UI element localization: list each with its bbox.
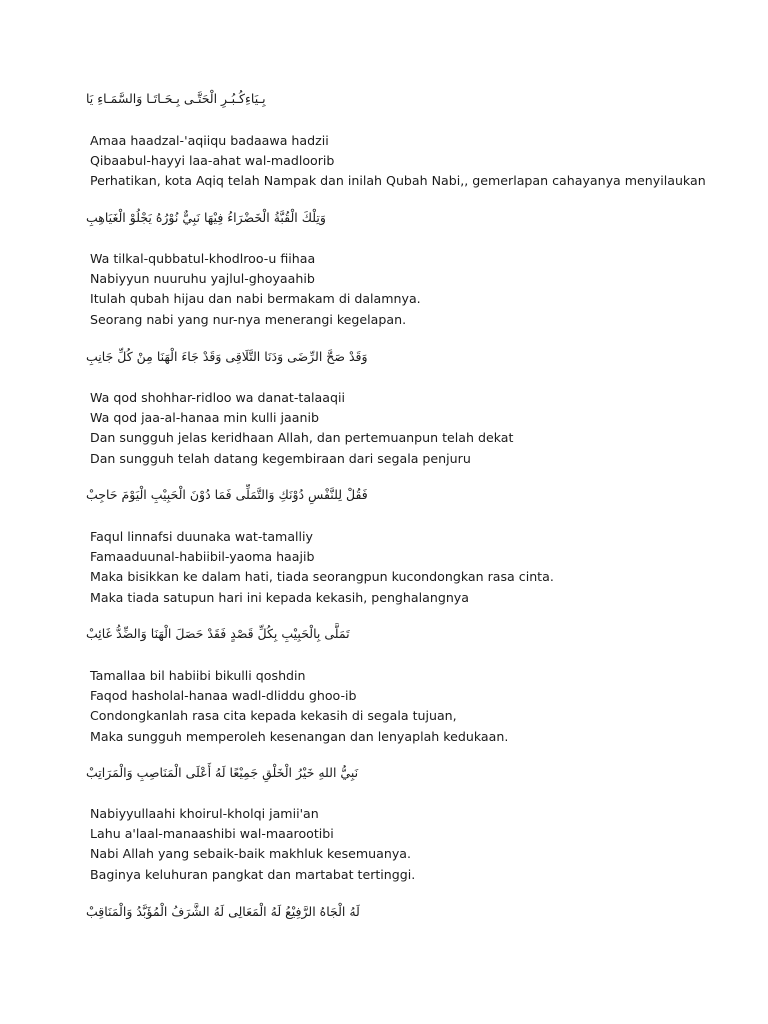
arabic-verse-4: فَقُلْ لِلنَّفْسِ دُوْنَكِ وَالتَّمَلِّى فَمَا دُوْنَ الْحَبِيْبِ الْيَوْمَ حَاجِبْ [86,487,368,502]
arabic-verse-7: لَهُ الْجَاهُ الرَّفِيْعُ لَهُ الْمَعَالِى لَهُ الشَّرَفُ الْمُؤَبَّدُ وَالْمَنَاقِبْ [86,904,360,919]
translation-line: Maka tiada satupun hari ini kepada kekasih, penghalangnya [90,589,469,605]
transliteration-line: Wa tilkal-qubbatul-khodlroo-u fiihaa [90,251,316,266]
transliteration-line: Faqod hasholal-hanaa wadl-dliddu ghoo-ib [90,688,357,704]
translation-line: Seorang nabi yang nur-nya menerangi kegelapan. [90,311,407,327]
arabic-verse-6: نَبِيُّ اللهِ خَيْرُ الْخَلْقِ جَمِيْعًا لَهُ أَعْلَى الْمَنَاصِبِ وَالْمَرَاتِبْ [86,765,359,780]
arabic-verse-3: وَقَدْ صَحَّ الرِّضَى وَدَنَا التَّلَاقِى وَقَدْ جَاءَ الْهَنَا مِنْ كُلِّ جَانِبِ [86,349,368,364]
translation-line: Perhatikan, kota Aqiq telah Nampak dan inilah Qubah Nabi,, gemerlapan cahayanya menyilaukan [90,173,706,189]
stanza-6 [90,804,730,885]
stanza-5 [90,666,730,747]
stanza-3 [90,388,730,469]
arabic-verse-1: بِـيَاءِكُـبُـرِ الْحَتَّـى بِـحَـاتَـا وَالسَّمَـاءِ يَا [86,91,266,106]
transliteration-line: Faqul linnafsi duunaka wat-tamalliy [90,529,313,544]
transliteration-line: Lahu a'laal-manaashibi wal-maarootibi [90,826,334,842]
translation-line: Nabi Allah yang sebaik-baik makhluk kesemuanya. [90,846,412,862]
stanza-4 [90,527,730,608]
translation-line: Itulah qubah hijau dan nabi bermakam di dalamnya. [90,291,421,307]
translation-line: Baginya keluhuran pangkat dan martabat tertinggi. [90,866,416,882]
transliteration-line: Famaaduunal-habiibil-yaoma haajib [90,549,315,565]
transliteration-line: Wa qod shohhar-ridloo wa danat-talaaqii [90,390,345,405]
transliteration-line: Qibaabul-hayyi laa-ahat wal-madloorib [90,153,335,169]
stanza-1 [90,131,730,192]
transliteration-line: Nabiyyun nuuruhu yajlul-ghoyaahib [90,271,315,287]
transliteration-line: Amaa haadzal-'aqiiqu badaawa hadzii [90,133,329,148]
translation-line: Maka bisikkan ke dalam hati, tiada seorangpun kucondongkan rasa cinta. [90,569,554,585]
translation-line: Dan sungguh jelas keridhaan Allah, dan pertemuanpun telah dekat [90,430,514,446]
arabic-verse-2: وَتِلْكَ الْقُبَّةُ الْخَضْرَاءُ فِيْهَا نَبِيٌّ نُوْرُهُ يَجْلُوْ الْغَيَاهِبِ [86,210,326,225]
transliteration-line: Wa qod jaa-al-hanaa min kulli jaanib [90,410,319,426]
translation-line: Condongkanlah rasa cita kepada kekasih di segala tujuan, [90,708,457,724]
transliteration-line: Tamallaa bil habiibi bikulli qoshdin [90,668,306,683]
translation-line: Dan sungguh telah datang kegembiraan dari segala penjuru [90,450,471,466]
translation-line: Maka sungguh memperoleh kesenangan dan lenyaplah kedukaan. [90,728,509,744]
arabic-verse-5: تَمَلَّى بِالْحَبِيْبِ بِكُلِّ قَصْدٍ فَقَدْ حَصَلَ الْهَنَا وَالضِّدُّ غَائِبْ [86,626,350,641]
transliteration-line: Nabiyyullaahi khoirul-kholqi jamii'an [90,806,319,821]
stanza-2 [90,249,730,330]
